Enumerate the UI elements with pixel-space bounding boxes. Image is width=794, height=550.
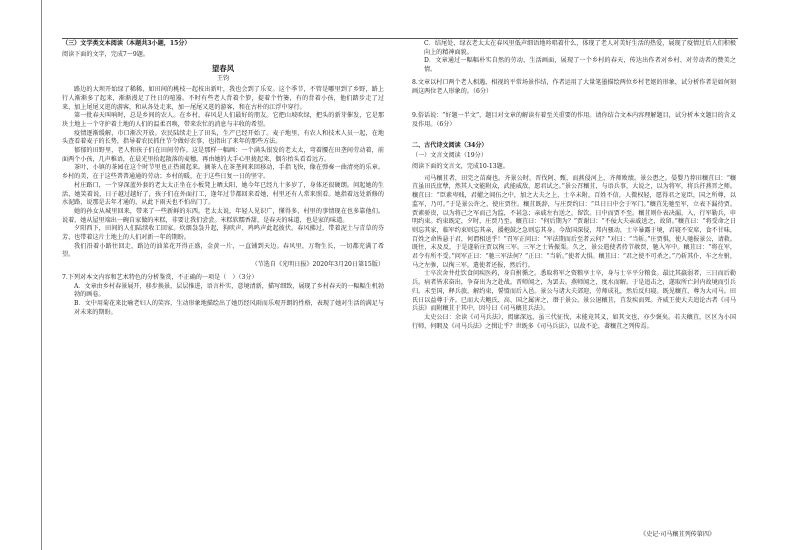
- article-paragraph: 茶叶，小镇的茶园在这个时节里也正热闹起来。摘茶人在茶垄间来回移动，手指飞快，像在弹奏一曲清亮的乐章。乡村的美，在于这些普普通通的劳动；乡村的暖，在于这些日复一日的坚守。: [62, 164, 384, 181]
- article-paragraph: 郁郁的田野里，老人和孩子们在田间劳作。这是那样一幅画：一个满头银发的老太太，弯着腰在田垄间劳动着，前面两个小孩，几声稚语，在晨光里拾起散落的麦穗，再由她的大手心里拢起来，偶尔抬头看看远方。: [62, 147, 384, 163]
- left-column: [62, 40, 384, 317]
- article-title: 望春风: [211, 64, 235, 74]
- section-heading-literature: （三）文学类文本阅读（本题共3小题，15分）: [62, 40, 191, 47]
- article-paragraph: 我们沿着小路往回走，路边的油菜花开得正盛，金黄一片，一直铺到天边。春风里，万物生长，一切都充满了希望。: [62, 242, 384, 259]
- question-8: 8.文章以村口两个老人相遇、相视的平常场景作结，作者运用了大量笔墨描绘两位乡村老妪的形象，试分析作者是如何刻画这两位老人形象的。（6分）: [412, 78, 736, 95]
- article-paragraph: 疫情逐渐缓解，市口渐次开放。农民陆续走上了田头，生产已经开始了。麦子地里，有农人和技术人员一起，在地头查看着麦子的长势，指导着农民抓住节令做好农事，也指出了来年的那些方法。: [62, 129, 384, 146]
- classical-paragraph: 太史公曰：余读《司马兵法》，闳廓深远，虽三代征伐，未能竟其义，如其文也，亦少褒矣。若夫穰苴，区区为小国行师，何暇及《司马兵法》之揖让乎？世既多《司马兵法》，以故不论，著穰苴之列传焉。: [412, 313, 736, 330]
- classical-paragraph: 司马穰苴者，田完之苗裔也。齐景公时，晋伐阿、甄，而燕侵河上，齐师败绩。景公患之。晏婴乃荐田穰苴曰：“穰苴虽田氏庶孽，然其人文能附众，武能威敌，愿君试之。”景公召穰苴，与语兵事，大说之，以为将军，将兵扞燕晋之师。穰苴曰：“臣素卑贱，君擢之闾伍之中，加之大夫之上，士卒未附，百姓不信，人微权轻，愿得君之宠臣，国之所尊，以监军，乃可。”于是景公许之，使庄贾往。穰苴既辞，与庄贾约曰：“旦日日中会于军门。”穰苴先驰至军，立表下漏待贾。贾素骄贵，以为将己之军而己为监，不甚急；亲戚左右送之，留饮。日中而贾不至。穰苴则仆表决漏，入，行军勒兵，申明约束。约束既定，夕时，庄贾乃至。穰苴曰：“何后期为？”贾谢曰：“不佞大夫亲戚送之，故留。”穰苴曰：“将受命之日则忘其家，临军约束则忘其亲，援枹鼓之急则忘其身。今敌国深侵，邦内骚动，士卒暴露于境，君寝不安席，食不甘味，百姓之命皆悬于君，何谓相送乎！”召军正问曰：“军法期而后至者云何？”对曰：“当斩。”庄贾惧，使人驰报景公，请救。既往，未及反，于是遂斩庄贾以徇三军。三军之士皆振栗。久之，景公遣使者持节赦贾，驰入军中。穰苴曰：“将在军，君令有所不受。”问军正曰：“驰三军法何？”正曰：“当斩。”使者大惧。穰苴曰：“君之使不可杀之。”乃斩其仆，车之左驸，马之左骖，以徇三军。遣使者还报，然后行。: [412, 174, 736, 269]
- article-paragraph: 她的孙女从城里回来，带来了一些新鲜的东西。老太太说，年轻人见识广，懂得多，村里的事情现在也多靠他们。说着，她从屋里端出一碗自家做的米糕，非要让我们尝尝。米糕软糯香甜，是春天的味道，也是家的味道。: [62, 207, 384, 224]
- question-7-option-a: A．文章由乡村春景展开，移步换景，层层推进，语言朴实，意境清新，描写细致，展现了乡村春天的一幅幅生机勃勃的画卷。: [74, 282, 384, 299]
- subsection-heading-classical-prose: （一）文言文阅读（19分）: [412, 152, 487, 160]
- classical-source: 《史记·司马穰苴列传第四》: [640, 531, 716, 538]
- reading-instruction-2: 阅读下面的文言文，完成10-13题。: [412, 163, 509, 171]
- article-paragraph: 路边的大坝开始绿了稀稀，如田间的桃枝一起枝出新叶，我也会到了乐安。这个季节，不管是哪里到了乡野，路上行人渐渐多了起来，渐渐漫足了往日的喧嚣。不时有些老人背着个箩，提着个竹篓，有的背着小孩，他们踏步走了过来，加上尾尾又逛的游客，和从各处走来，加一尾尾又逛的游客，和在古朴的江浮中穿行。: [62, 86, 384, 111]
- top-rule: [62, 38, 738, 39]
- question-7-option-d: D．文章通过一幅幅朴实自然的劳动、生活画面，展现了一个乡村的春天，传达出作者对乡村、对劳动者的赞美之情。: [424, 57, 736, 74]
- classical-paragraph: 士卒次舍井灶饮食问疾医药，身自拊循之。悉取将军之资粮享士卒，身与士卒平分粮食。最比其羸弱者，三日而后勒兵。病者皆求奋出，争奋出为之赴战。晋师闻之，为罢去。燕师闻之，度水而解。于是追击之，遂取所亡封内故境而引兵归。未至国，释兵旅，解约束，誓盟而后入邑。景公与诸大夫郊迎，劳师成礼，然后反归寝。既见穰苴，尊为大司马。田氏日以益尊于齐。已而大夫鲍氏、高、国之属害之，谮于景公。景公退穰苴，苴发疾而死。齐威王使大夫追论古者《司马兵法》而附穰苴于其中，因号曰《司马穰苴兵法》。: [412, 270, 736, 313]
- question-7: 7.下列对本文内容和艺术特色的分析鉴赏，不正确的一项是（ ）（3分）: [62, 273, 258, 281]
- article-paragraph: 村庄路口，一个穿深蓝外套的老太太正坐在小板凳上晒太阳，她今年已经九十多岁了，身体还很硬朗。问起她的生活，她笑着说，日子越过越好了，孩子们在外面打工，逢年过节都回来看她，村里还有人常来照看。她指着远处新修的水泥路，说那是去年才通的，从此下雨天也不怕出门了。: [62, 181, 384, 207]
- question-7-option-c: C．结尾处，绿衣老太太在春风里低声细语地吟唱着什么，体现了老人对美好生活的热爱，展现了疫情过后人们积极向上的精神面貌。: [424, 40, 736, 56]
- binding-margin-line: [41, 0, 42, 550]
- question-9: 9.俗话说：“好题一半文”，题目对文章的解读有着至关重要的作用。请你结合文本内容理解题目，试分析本文题目的含义及作用。（6分）: [412, 112, 736, 128]
- section-heading-classical: 二、古代诗文阅读（34分）: [412, 141, 488, 149]
- right-column: [412, 40, 736, 331]
- article-source: （节选自《光明日报》2020年3月20日第15版）: [251, 261, 384, 269]
- question-7-option-b: B．文中用菊花来比喻老妇人的笑容，生动形象地描绘出了她历经风雨而乐观开朗的性格，表现了她对生活的满足与对未来的期盼。: [74, 299, 384, 316]
- article-author: 王钧: [216, 75, 230, 83]
- article-paragraph: 夕阳西下，田间的人们陆续收工回家。炊烟袅袅升起，狗吠声、鸡鸣声此起彼伏。春风拂过，带着泥土与青草的芬芳，也带着这片土地上的人们对新一年的期盼。: [62, 225, 384, 242]
- article-paragraph: 第一批春天叫响时，总是乡间的农人。在乡村，春风是人们最好的朋友。它把山坡吹绿，把头的新芽催发，它是那块土地上一个守护着土地的人们的温柔召唤，带来农忙的消息与丰收的希望。: [62, 112, 384, 128]
- reading-instruction: 阅读下面的文字，完成7～9题。: [62, 50, 149, 58]
